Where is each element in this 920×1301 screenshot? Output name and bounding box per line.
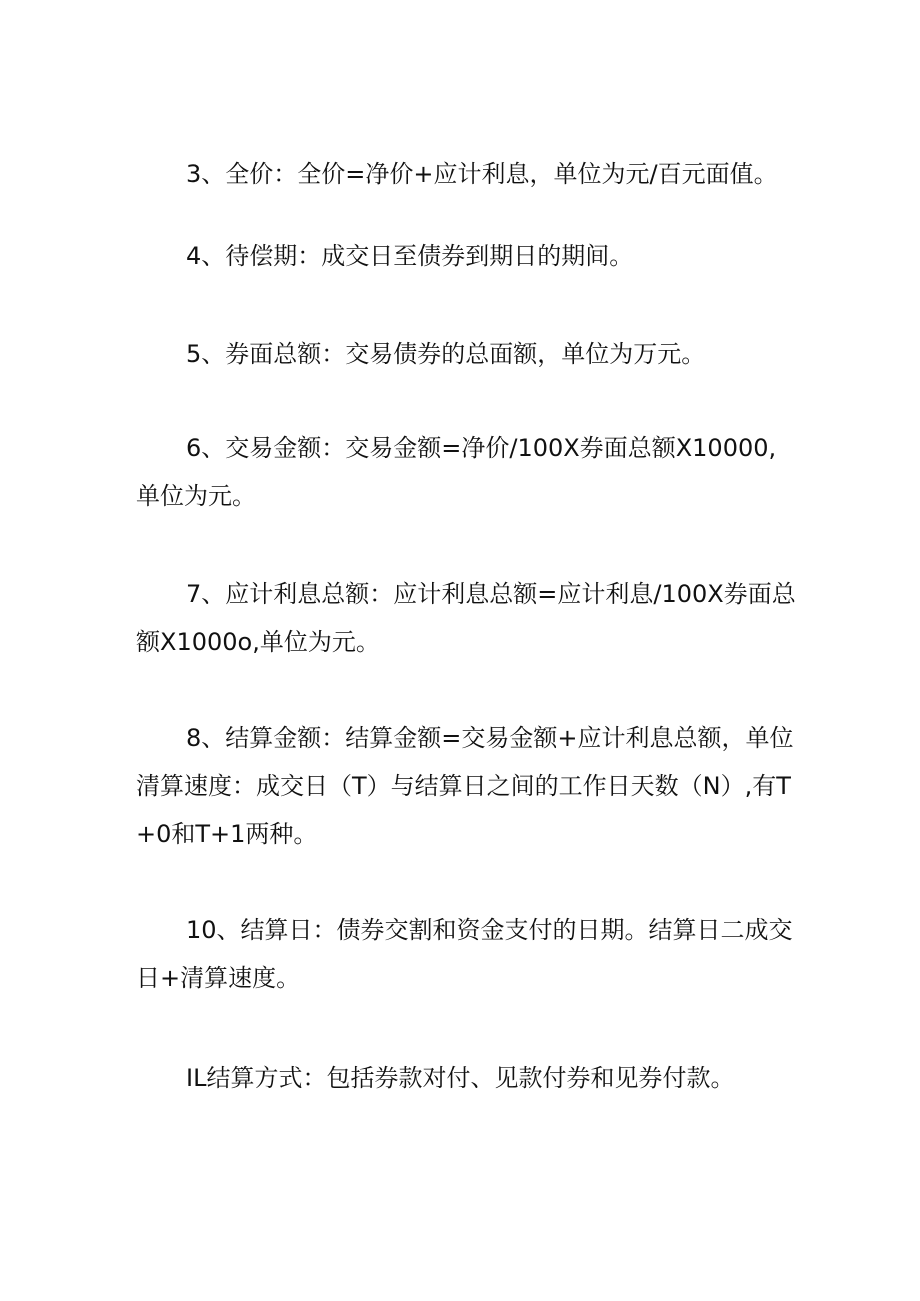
paragraph-settlement-method: IL结算方式：包括券款对付、见款付券和见券付款。: [186, 1064, 735, 1092]
paragraph-maturity-period: 4、待偿期：成交日至债券到期日的期间。: [186, 242, 634, 270]
paragraph-settlement-amount: 8、结算金额：结算金额=交易金额+应计利息总额，单位清算速度：成交日（T）与结算日之间的工作日天数（N）,有T+0和T+1两种。: [136, 724, 794, 848]
paragraph-trade-amount: 6、交易金额：交易金额=净价/100X券面总额X10000,单位为元。: [136, 434, 777, 510]
paragraph-accrued-interest-total: 7、应计利息总额：应计利息总额=应计利息/100X券面总额X1000o,单位为元。: [136, 580, 796, 656]
paragraph-face-amount: 5、券面总额：交易债券的总面额，单位为万元。: [186, 340, 706, 368]
paragraph-settlement-date: 10、结算日：债券交割和资金支付的日期。结算日二成交日+清算速度。: [136, 916, 793, 992]
paragraph-full-price: 3、全价：全价=净价+应计利息，单位为元/百元面值。: [186, 160, 778, 188]
